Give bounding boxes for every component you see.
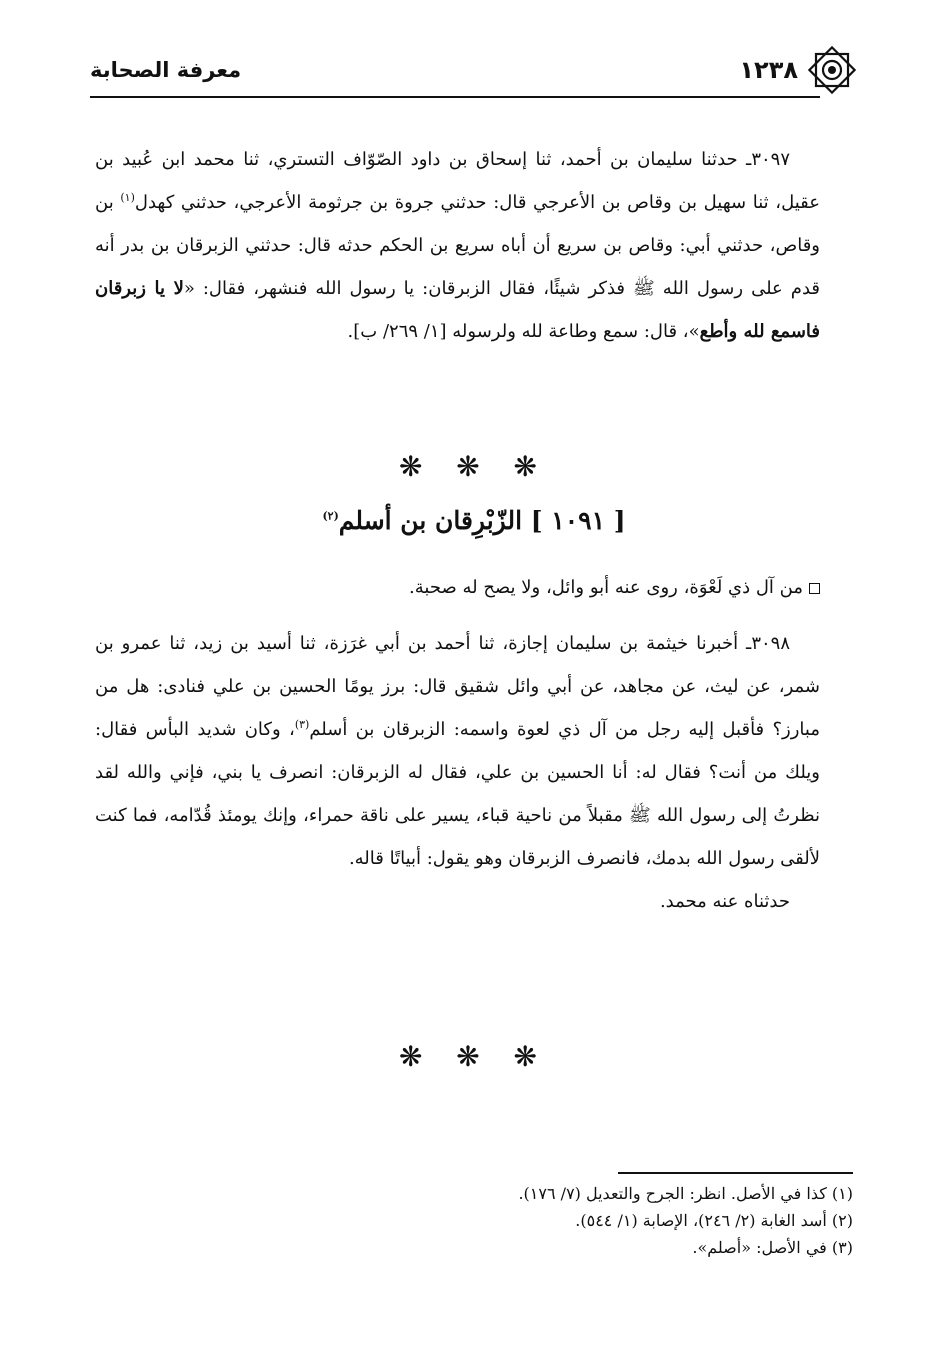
hadith-3098 xyxy=(95,622,820,923)
prophetic-quote: لا يا زبرقان فاسمع لله وأطع xyxy=(95,278,820,342)
footnote-3: (٣) في الأصل: «أصلم». xyxy=(692,1238,853,1257)
page-header xyxy=(90,42,860,100)
hadith-text: ـ حدثنا سليمان بن أحمد، ثنا إسحاق بن داود الصّوّاف التستري، ثنا محمد ابن عُبيد بن عقيل، ثنا سهيل بن وقاص بن الأعرجي قال: حدثني جروة بن جرثومة الأعرجي، حدثني كهدل xyxy=(95,149,820,213)
footnote-ref: (٢) xyxy=(322,509,339,523)
footnote-ref: (١) xyxy=(120,191,135,204)
hadith-number: ٣٠٩٨ xyxy=(751,633,790,654)
footnotes xyxy=(153,1180,853,1261)
footnote-1: (١) كذا في الأصل. انظر: الجرح والتعديل (٧/ ١٧٦). xyxy=(518,1184,853,1203)
page-number: ١٢٣٨ xyxy=(739,56,798,84)
footnote-ref: (٣) xyxy=(294,718,310,731)
section-separator: ❋ ❋ ❋ xyxy=(399,450,549,483)
hadith-closing: حدثناه عنه محمد. xyxy=(659,891,790,912)
hadith-paragraph xyxy=(95,138,820,353)
hadith-text: ، وكان شديد البأس فقال: ويلك من أنت؟ فقال له: أنا الحسين بن علي، فقال له الزبرقان: انصرف يا بني، فإني والله لقد نظرتُ إلى رسول الله ﷺ مقبلاً من ناحية قباء، يسير على ناقة حمراء، وإنك يومئذ قُدّامه، فما كنت لألقى رسول الله بدمك، فانصرف الزبرقان وهو يقول: أبياتًا قاله. xyxy=(95,719,820,869)
hadith-text: ـ أخبرنا خيثمة بن سليمان إجازة، ثنا أحمد بن أبي غرَزة، ثنا أسيد بن زيد، ثنا عمرو بن شمر، عن ليث، عن مجاهد، عن أبي وائل شقيق قال: برز يومًا الحسين بن علي فنادى: هل من مبارز؟ فأقبل إليه رجل من آل ذي لعوة واسمه: الزبرقان بن أسلم xyxy=(95,633,820,740)
star-ornament-icon xyxy=(804,42,860,98)
entry-intro-text: من آل ذي لَعْوَة، روى عنه أبو وائل، ولا يصح له صحبة. xyxy=(409,577,803,598)
hadith-text: بن وقاص، حدثني أبي: وقاص بن سريع أن أباه سريع بن الحكم حدثه قال: حدثني الزبرقان بن بدر أنه قدم على رسول الله ﷺ فذكر شيئًا، فقال الزبرقان: يا رسول الله فنشهر، فقال: « xyxy=(95,192,820,299)
entry-intro-block xyxy=(95,566,820,609)
hadith-3097 xyxy=(95,138,820,353)
hadith-paragraph xyxy=(95,622,820,880)
hadith-number: ٣٠٩٧ xyxy=(751,149,790,170)
header-divider xyxy=(90,96,820,98)
square-bullet-icon xyxy=(809,583,820,594)
entry-title: [ ١٠٩١ ] الزّبْرِقان بن أسلم xyxy=(338,506,626,535)
footnote-2: (٢) أسد الغابة (٢/ ٢٤٦)، الإصابة (١/ ٥٤٤). xyxy=(575,1211,853,1230)
entry-heading xyxy=(0,506,948,535)
running-book-title: معرفة الصحابة xyxy=(90,58,242,82)
hadith-text: »، قال: سمع وطاعة لله ولرسوله [١/ ٢٦٩/ ب]. xyxy=(347,321,700,342)
entry-intro xyxy=(95,566,820,609)
section-separator: ❋ ❋ ❋ xyxy=(399,1040,549,1073)
footnote-divider xyxy=(618,1172,853,1174)
